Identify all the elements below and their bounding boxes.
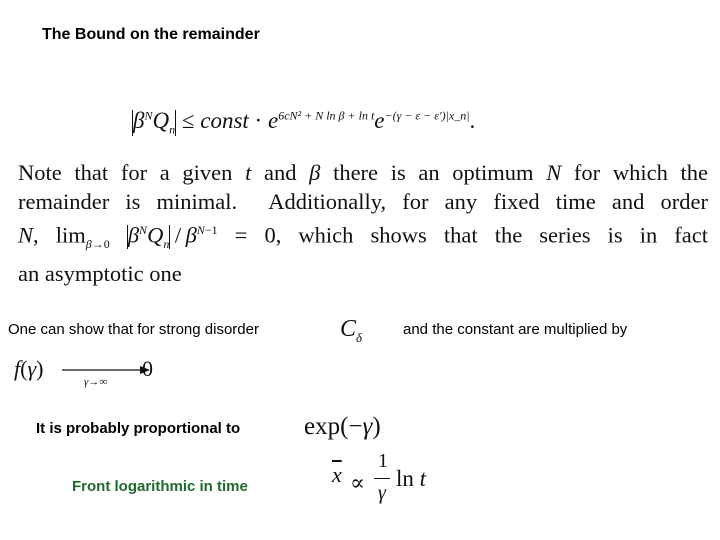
front-logarithmic-text: Front logarithmic in time (72, 478, 248, 495)
exponent-one: 6cN² + N ln β + ln t (278, 108, 375, 123)
proportional-text: It is probably proportional to (36, 420, 241, 437)
note-line-4: an asymptotic one (18, 261, 182, 286)
multiplied-text: and the constant are multiplied by (403, 321, 628, 338)
limit-zero: 0 (142, 356, 153, 381)
arrow-subscript: γ→∞ (84, 376, 108, 388)
remainder-bound-formula: $\beta^NQ_n$ ≤ const · $e^{6cN^2 + N ln \beta + ln t}e^{-(\gamma - \varepsilon - \varepsilon')|x\_n|}$. (133, 108, 476, 137)
exp-gamma: exp(−γ) (304, 413, 381, 440)
slide-title: The Bound on the remainder (42, 26, 260, 43)
c-delta-symbol: $C_\delta$ (340, 316, 363, 345)
note-line-1: Note that for a given t and β there is an optimum N for which the (18, 160, 708, 185)
abs-bar-right (175, 110, 176, 136)
leq-sign: ≤ (181, 108, 195, 133)
note-line-3: N, $\lim_{\beta\to 0} \beta^NQ_n / \beta^{N-1} = 0$, which shows that the series is in fact (18, 222, 708, 251)
dot-operator: · (254, 108, 263, 133)
const-word: const (200, 108, 249, 133)
note-line-2: remainder is minimal. Additionally, for any fixed time and order (18, 189, 708, 214)
note-paragraph (18, 158, 708, 288)
formula-period: . (469, 108, 476, 133)
exponent-two: −(γ − ε − ε′)|x_n| (384, 108, 470, 123)
f-gamma-limit: f(γ) (14, 356, 44, 381)
strong-disorder-text: One can show that for strong disorder (8, 321, 259, 338)
